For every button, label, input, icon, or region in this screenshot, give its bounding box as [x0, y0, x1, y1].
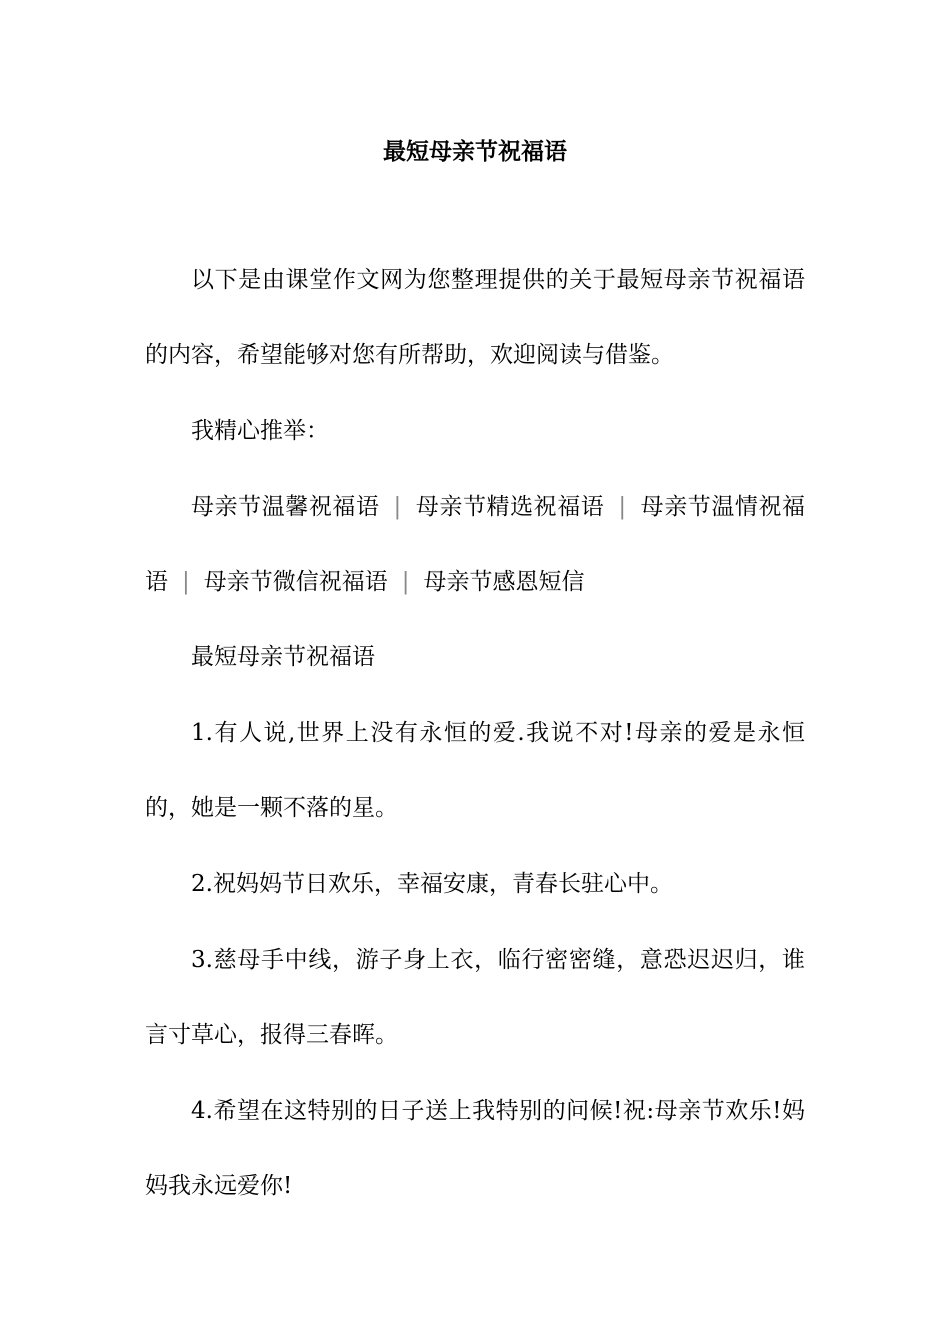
- link-gratitude-sms[interactable]: 母亲节感恩短信: [423, 569, 585, 595]
- link-separator: |: [182, 569, 190, 595]
- list-item: 2.祝妈妈节日欢乐，幸福安康，青春长驻心中。: [191, 871, 673, 897]
- document-body: [145, 243, 805, 1225]
- link-wechat-blessings[interactable]: 母亲节微信祝福语: [203, 569, 388, 595]
- list-item: 1.有人说,世界上没有永恒的爱.我说不对!母亲的爱是永恒的，她是一颗不落的星。: [145, 720, 805, 821]
- link-separator: |: [393, 494, 402, 520]
- recommend-label: 我精心推举：: [191, 418, 329, 444]
- link-separator: |: [401, 569, 410, 595]
- link-tender-blessings[interactable]: 母亲节温情祝福语: [145, 494, 805, 595]
- document-title: 最短母亲节祝福语: [383, 138, 567, 165]
- recommended-links: [145, 470, 805, 620]
- intro-paragraph: 以下是由课堂作文网为您整理提供的关于最短母亲节祝福语的内容，希望能够对您有所帮助，欢迎阅读与借鉴。: [145, 267, 805, 368]
- link-warm-blessings[interactable]: 母亲节温馨祝福语: [191, 494, 380, 520]
- list-item: 4.希望在这特别的日子送上我特别的问候!祝:母亲节欢乐!妈妈我永远爱你!: [145, 1098, 805, 1199]
- link-separator: |: [618, 494, 627, 520]
- list-item: 3.慈母手中线，游子身上衣，临行密密缝，意恐迟迟归，谁言寸草心，报得三春晖。: [145, 947, 805, 1048]
- link-selected-blessings[interactable]: 母亲节精选祝福语: [415, 494, 605, 520]
- section-heading: 最短母亲节祝福语: [191, 644, 375, 670]
